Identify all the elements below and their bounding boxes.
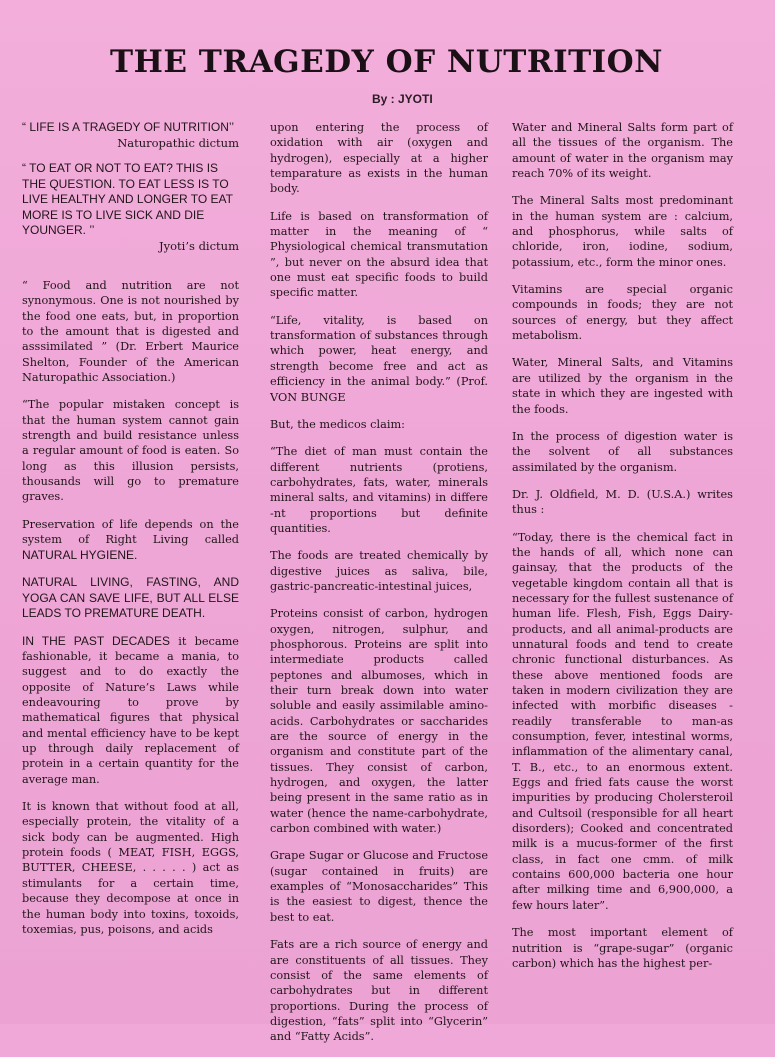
paragraph: The most important element of nutrition is “grape-sugar” (organic carbon) which has the highest per- — [512, 926, 733, 970]
paragraph: Dr. J. Oldfield, M. D. (U.S.A.) writes thus : — [512, 487, 733, 517]
paragraph: “The diet of man must contain the different nutrients (protiens, carbohydrates, fats, water, minerals mineral salts, and vitamins) in differe -nt proportions but definite quantities. — [270, 445, 488, 535]
column-2 — [270, 120, 488, 1057]
dictum-quote-2 — [22, 161, 239, 254]
paragraph: “Today, there is the chemical fact in the hands of all, which none can gainsay, that the products of the vegetable kingdom contain all that is necessary for the fullest sustenance of human life. Flesh, Fish, Eggs Dairy-products, and all animal-products are unnatural foods and tend to create chronic functional disturbances. As these above mentioned foods are taken in modern civilization they are infected with morbific diseases - readily transferable to man-as consumption, fever, intestinal worms, inflammation of the alimentary canal, T. B., etc., to an enormous extent. Eggs and fried fats cause the worst impurities by producing Cholersteroil and Cultsoil (responsible for all heart disorders); Cooked and concentrated milk is a mucus-former of the first class, in fact one cmm. of milk contains 600,000 bacteria one hour after milking time and 6,900,000, a few hours later”. — [512, 530, 734, 912]
column-3 — [512, 120, 733, 983]
paragraph: Water, Mineral Salts, and Vitamins are utilized by the organism in the state in which they are ingested with the foods. — [512, 356, 733, 416]
paragraph: In the process of digestion water is the solvent of all substances assimilated by the organism. — [512, 429, 733, 474]
paragraph: Water and Mineral Salts form part of all the tissues of the organism. The amount of water in the organism may reach 70% of its weight. — [512, 121, 733, 181]
paragraph: Vitamins are special organic compounds in foods; they are not sources of energy, but they affect metabolism. — [512, 283, 733, 343]
dictum-quote-2-text: “ TO EAT OR NOT TO EAT? THIS IS THE QUESTION. TO EAT LESS IS TO LIVE HEALTHY AND LONGER TO EAT MORE IS TO LIVE SICK AND DIE YOUNGER. ’’ — [22, 161, 233, 237]
paragraph: Life is based on transformation of matter in the meaning of “ Physiological chemical transmutation ”, but never on the absurd idea that one must eat specific foods to build specific matter. — [270, 209, 488, 300]
paragraph-text: Preservation of life depends on the system of Right Living called — [22, 517, 239, 547]
article-title: THE TRAGEDY OF NUTRITION — [110, 44, 663, 80]
paragraph: The Mineral Salts most predominant in the human system are : calcium, and phosphorus, while salts of chloride, iron, iodine, sodium, potassium, etc., form the minor ones. — [512, 194, 733, 269]
natural-hygiene-emphasis: NATURAL HYGIENE. — [22, 547, 138, 562]
paragraph-text: it became fashionable, it became a mania, to suggest and to do exactly the opposite of Nature’s Laws while endeavouring to prove by mathematical figures that physical and mental efficiency have to be kept up through daily replacement of protein in a certain quantity for the average man. — [22, 634, 239, 786]
paragraph: upon entering the process of oxidation with air (oxygen and hydrogen), especially at a higher temparature as exists in the human body. — [270, 121, 488, 196]
paragraph: Proteins consist of carbon, hydrogen oxygen, nitrogen, sulphur, and phosphorous. Proteins are split into intermediate products called peptones and albumoses, which in their turn break down into water soluble and easily assimilable amino-acids. Carbohydrates or saccharides are the source of energy in the organism and constitute part of the tissues. They consist of carbon, hydrogen, and oxygen, the latter being present in the same ratio as in water (hence the name-carbohydrate, carbon combined with water.) — [270, 607, 488, 836]
dictum-quote-1-source: Naturopathic dictum — [117, 135, 239, 150]
paragraph: “The popular mistaken concept is that the human system cannot gain strength and build resistance unless a regular amount of food is eaten. So long as this illusion persists, thousands will go to premature graves. — [22, 398, 239, 504]
dictum-quote-1-text: “ LIFE IS A TRAGEDY OF NUTRITION’’ — [22, 120, 235, 134]
paragraph: “ Food and nutrition are not synonymous. One is not nourished by the food one eats, but, in proportion to the amount that is digested and asssimilated ” (Dr. Erbert Maurice Shelton, Founder of the American Naturopathic Association.) — [22, 279, 239, 385]
paragraph: But, the medicos claim: — [270, 417, 405, 431]
paragraph: It is known that without food at all, especially protein, the vitality of a sick body can be augmented. High protein foods ( MEAT, FISH, EGGS, BUTTER, CHEESE, . . . . . ) act as stimulants for a certain time, because they decompose at once in the human body into toxins, toxoids, toxemias, pus, poisons, and acids — [22, 800, 239, 936]
column-1 — [22, 120, 239, 949]
article-byline: By : JYOTI — [372, 92, 433, 106]
paragraph: Fats are a rich source of energy and are constituents of all tissues. They consist of the same elements of carbohydrates but in different proportions. During the process of digestion, “fats” split into “Glycerin” and “Fatty Acids”. — [270, 938, 488, 1044]
paragraph: “Life, vitality, is based on transformation of substances through which power, heat energy, and strength become free and act as efficiency in the animal body.” (Prof. VON BUNGE — [270, 313, 488, 404]
emphasis-paragraph: NATURAL LIVING, FASTING, AND YOGA CAN SAVE LIFE, BUT ALL ELSE LEADS TO PREMATURE DEATH. — [22, 575, 239, 620]
emphasis-lead: IN THE PAST DECADES — [22, 633, 170, 648]
dictum-quote-2-source: Jyoti’s dictum — [159, 238, 239, 253]
paragraph: The foods are treated chemically by digestive juices as saliva, bile, gastric-pancreatic-intestinal juices, — [270, 549, 488, 593]
paragraph — [22, 634, 239, 788]
paragraph: Grape Sugar or Glucose and Fructose (sugar contained in fruits) are examples of “Monosaccharides” This is the easiest to digest, thence the best to eat. — [270, 849, 488, 924]
dictum-quote-1 — [22, 120, 239, 151]
paragraph — [22, 517, 239, 563]
